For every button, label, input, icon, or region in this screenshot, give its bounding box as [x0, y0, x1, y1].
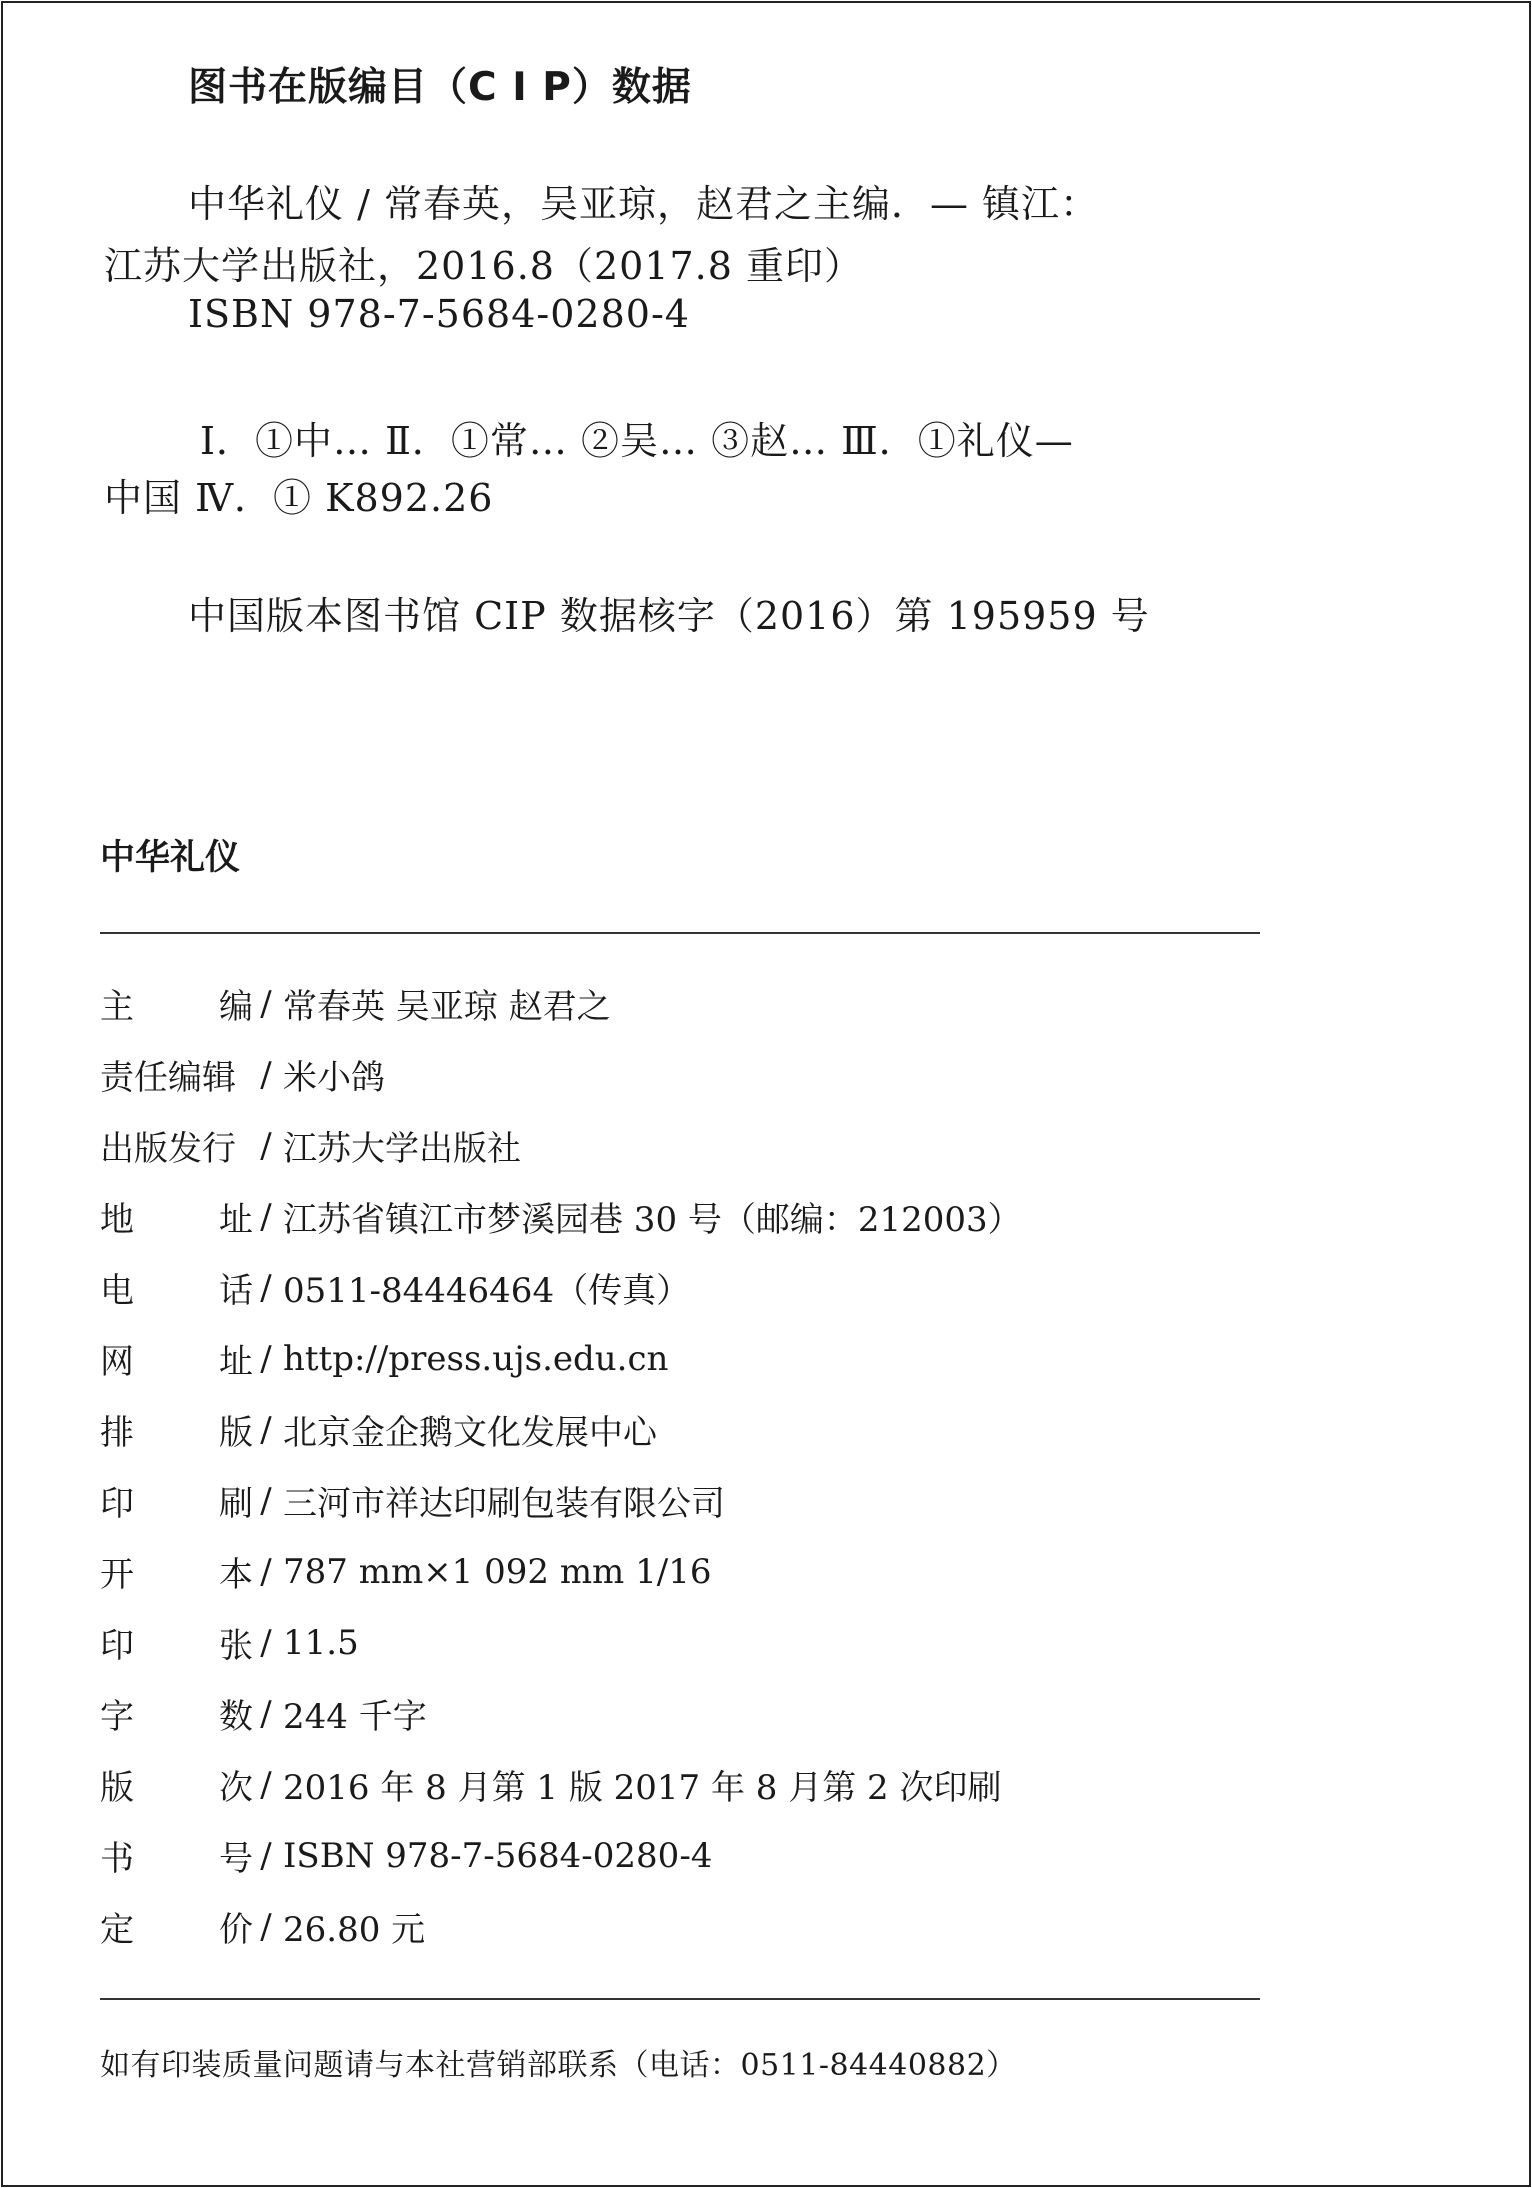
info-label-part: 书 [100, 1839, 134, 1879]
info-label-part: 印 [100, 1484, 134, 1524]
info-separator: / [260, 1622, 272, 1663]
info-label [100, 1121, 253, 1170]
info-row [100, 1252, 1300, 1323]
info-label [100, 1405, 253, 1454]
info-label-part: 号 [219, 1839, 253, 1879]
info-label-part: 排 [100, 1413, 134, 1453]
info-value: 江苏省镇江市梦溪园巷 30 号（邮编：212003） [283, 1200, 1022, 1240]
info-separator: / [260, 1338, 272, 1379]
cip-heading: 图书在版编目（C I P）数据 [188, 65, 692, 110]
info-separator: / [260, 1693, 272, 1734]
info-value: 244 千字 [283, 1697, 427, 1737]
info-label-part: 印 [100, 1626, 134, 1666]
info-label-part: 主 [100, 987, 134, 1027]
info-label-part: 价 [219, 1910, 253, 1950]
info-row [100, 968, 1300, 1039]
info-value: ISBN 978-7-5684-0280-4 [283, 1835, 713, 1876]
info-row [100, 1820, 1300, 1891]
info-row [100, 1323, 1300, 1394]
info-row [100, 1678, 1300, 1749]
info-label-part: 电 [100, 1271, 134, 1311]
book-title: 中华礼仪 [100, 838, 241, 878]
info-value: 常春英 吴亚琼 赵君之 [283, 987, 611, 1027]
info-label-part: 版 [219, 1413, 253, 1453]
info-separator: / [260, 983, 272, 1024]
info-label-part: 定 [100, 1910, 134, 1950]
info-value: 26.80 元 [283, 1910, 426, 1950]
info-label [100, 979, 253, 1028]
info-value: 0511-84446464（传真） [283, 1271, 691, 1311]
info-value: 11.5 [283, 1622, 359, 1663]
info-label-part: 责任编辑 [100, 1058, 236, 1098]
info-label-part: 编 [219, 987, 253, 1027]
contact-note: 如有印装质量问题请与本社营销部联系（电话：0511-84440882） [100, 2048, 1017, 2083]
info-row [100, 1607, 1300, 1678]
info-label-part: 网 [100, 1342, 134, 1382]
cip-publisher-line: 江苏大学出版社，2016.8（2017.8 重印） [104, 244, 864, 288]
info-separator: / [260, 1125, 272, 1166]
info-label [100, 1689, 253, 1738]
info-separator: / [260, 1906, 272, 1947]
info-value: 2016 年 8 月第 1 版 2017 年 8 月第 2 次印刷 [283, 1768, 1002, 1808]
info-value: 江苏大学出版社 [283, 1129, 521, 1169]
info-separator: / [260, 1196, 272, 1237]
info-label-part: 开 [100, 1555, 134, 1595]
info-label-part: 址 [219, 1200, 253, 1240]
info-row [100, 1465, 1300, 1536]
info-value: http://press.ujs.edu.cn [283, 1338, 669, 1379]
info-label-part: 址 [219, 1342, 253, 1382]
info-label [100, 1618, 253, 1667]
info-value: 北京金企鹅文化发展中心 [283, 1413, 657, 1453]
info-value: 787 mm×1 092 mm 1/16 [283, 1551, 712, 1592]
info-separator: / [260, 1409, 272, 1450]
info-label [100, 1902, 253, 1951]
info-label-part: 版 [100, 1768, 134, 1808]
info-separator: / [260, 1551, 272, 1592]
cip-isbn-line: ISBN 978-7-5684-0280-4 [188, 292, 690, 336]
info-label-part: 地 [100, 1200, 134, 1240]
info-label [100, 1831, 253, 1880]
info-label [100, 1050, 253, 1099]
info-label-part: 本 [219, 1555, 253, 1595]
cip-classification-line: 中国 Ⅳ．① K892.26 [104, 476, 494, 520]
info-label-part: 话 [219, 1271, 253, 1311]
info-label [100, 1476, 253, 1525]
info-label-part: 出版发行 [100, 1129, 236, 1169]
info-label-part: 数 [219, 1697, 253, 1737]
info-separator: / [260, 1764, 272, 1805]
info-label [100, 1760, 253, 1809]
info-row [100, 1181, 1300, 1252]
info-row [100, 1536, 1300, 1607]
cip-subject-line: Ⅰ．①中… Ⅱ．①常… ②吴… ③赵… Ⅲ．①礼仪— [200, 419, 1074, 463]
info-label [100, 1192, 253, 1241]
bottom-divider [100, 1998, 1260, 2000]
info-label-part: 张 [219, 1626, 253, 1666]
info-separator: / [260, 1267, 272, 1308]
info-label-part: 字 [100, 1697, 134, 1737]
info-row [100, 1110, 1300, 1181]
info-value: 三河市祥达印刷包装有限公司 [283, 1484, 725, 1524]
info-label [100, 1263, 253, 1312]
info-row [100, 1749, 1300, 1820]
info-value: 米小鸽 [283, 1058, 385, 1098]
cip-record-number-line: 中国版本图书馆 CIP 数据核字（2016）第 195959 号 [188, 594, 1150, 638]
info-label [100, 1334, 253, 1383]
info-label-part: 刷 [219, 1484, 253, 1524]
cip-title-line: 中华礼仪 / 常春英，吴亚琼，赵君之主编．— 镇江： [188, 182, 1100, 226]
top-divider [100, 932, 1260, 934]
info-label [100, 1547, 253, 1596]
info-separator: / [260, 1480, 272, 1521]
info-label-part: 次 [219, 1768, 253, 1808]
info-separator: / [260, 1054, 272, 1095]
info-row [100, 1394, 1300, 1465]
info-row [100, 1039, 1300, 1110]
info-separator: / [260, 1835, 272, 1876]
publication-info-list [100, 968, 1300, 1962]
info-row [100, 1891, 1300, 1962]
